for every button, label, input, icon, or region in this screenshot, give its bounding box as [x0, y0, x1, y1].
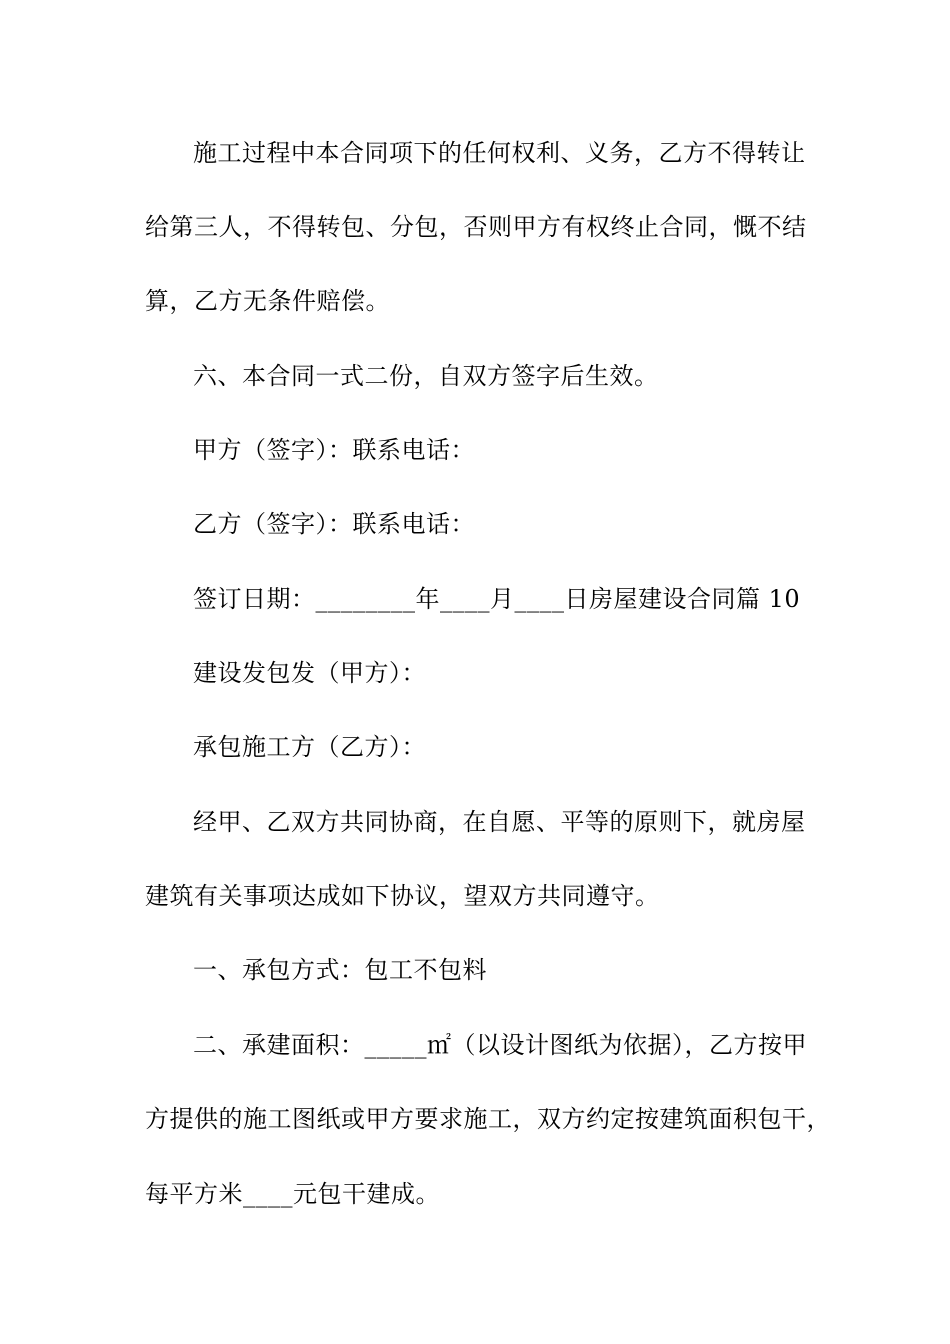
paragraph-line: 建筑有关事项达成如下协议，望双方共同遵守。 — [145, 882, 660, 910]
paragraph-line: 施工过程中本合同项下的任何权利、义务，乙方不得转让 — [193, 139, 806, 167]
signature-line-party-b: 乙方（签字）：联系电话： — [193, 510, 475, 538]
paragraph-line: 算，乙方无条件赔偿。 — [145, 287, 390, 315]
paragraph-line: 六、本合同一式二份，自双方签字后生效。 — [193, 362, 659, 390]
paragraph-line: 经甲、乙双方共同协商，在自愿、平等的原则下，就房屋 — [193, 808, 806, 836]
paragraph-line: 每平方米____元包干建成。 — [145, 1180, 440, 1208]
paragraph-line: 方提供的施工图纸或甲方要求施工，双方约定按建筑面积包干， — [145, 1105, 831, 1133]
signature-line-party-a: 甲方（签字）：联系电话： — [193, 436, 475, 464]
clause-line: 二、承建面积：_____㎡（以设计图纸为依据），乙方按甲 — [193, 1031, 807, 1059]
builder-line: 承包施工方（乙方）： — [193, 733, 426, 761]
signing-date-line: 签订日期：________年____月____日房屋建设合同篇 10 — [193, 585, 801, 613]
clause-line: 一、承包方式：包工不包料 — [193, 956, 487, 984]
paragraph-line: 给第三人，不得转包、分包，否则甲方有权终止合同，慨不结 — [145, 213, 807, 241]
contractor-line: 建设发包发（甲方）： — [193, 659, 426, 687]
